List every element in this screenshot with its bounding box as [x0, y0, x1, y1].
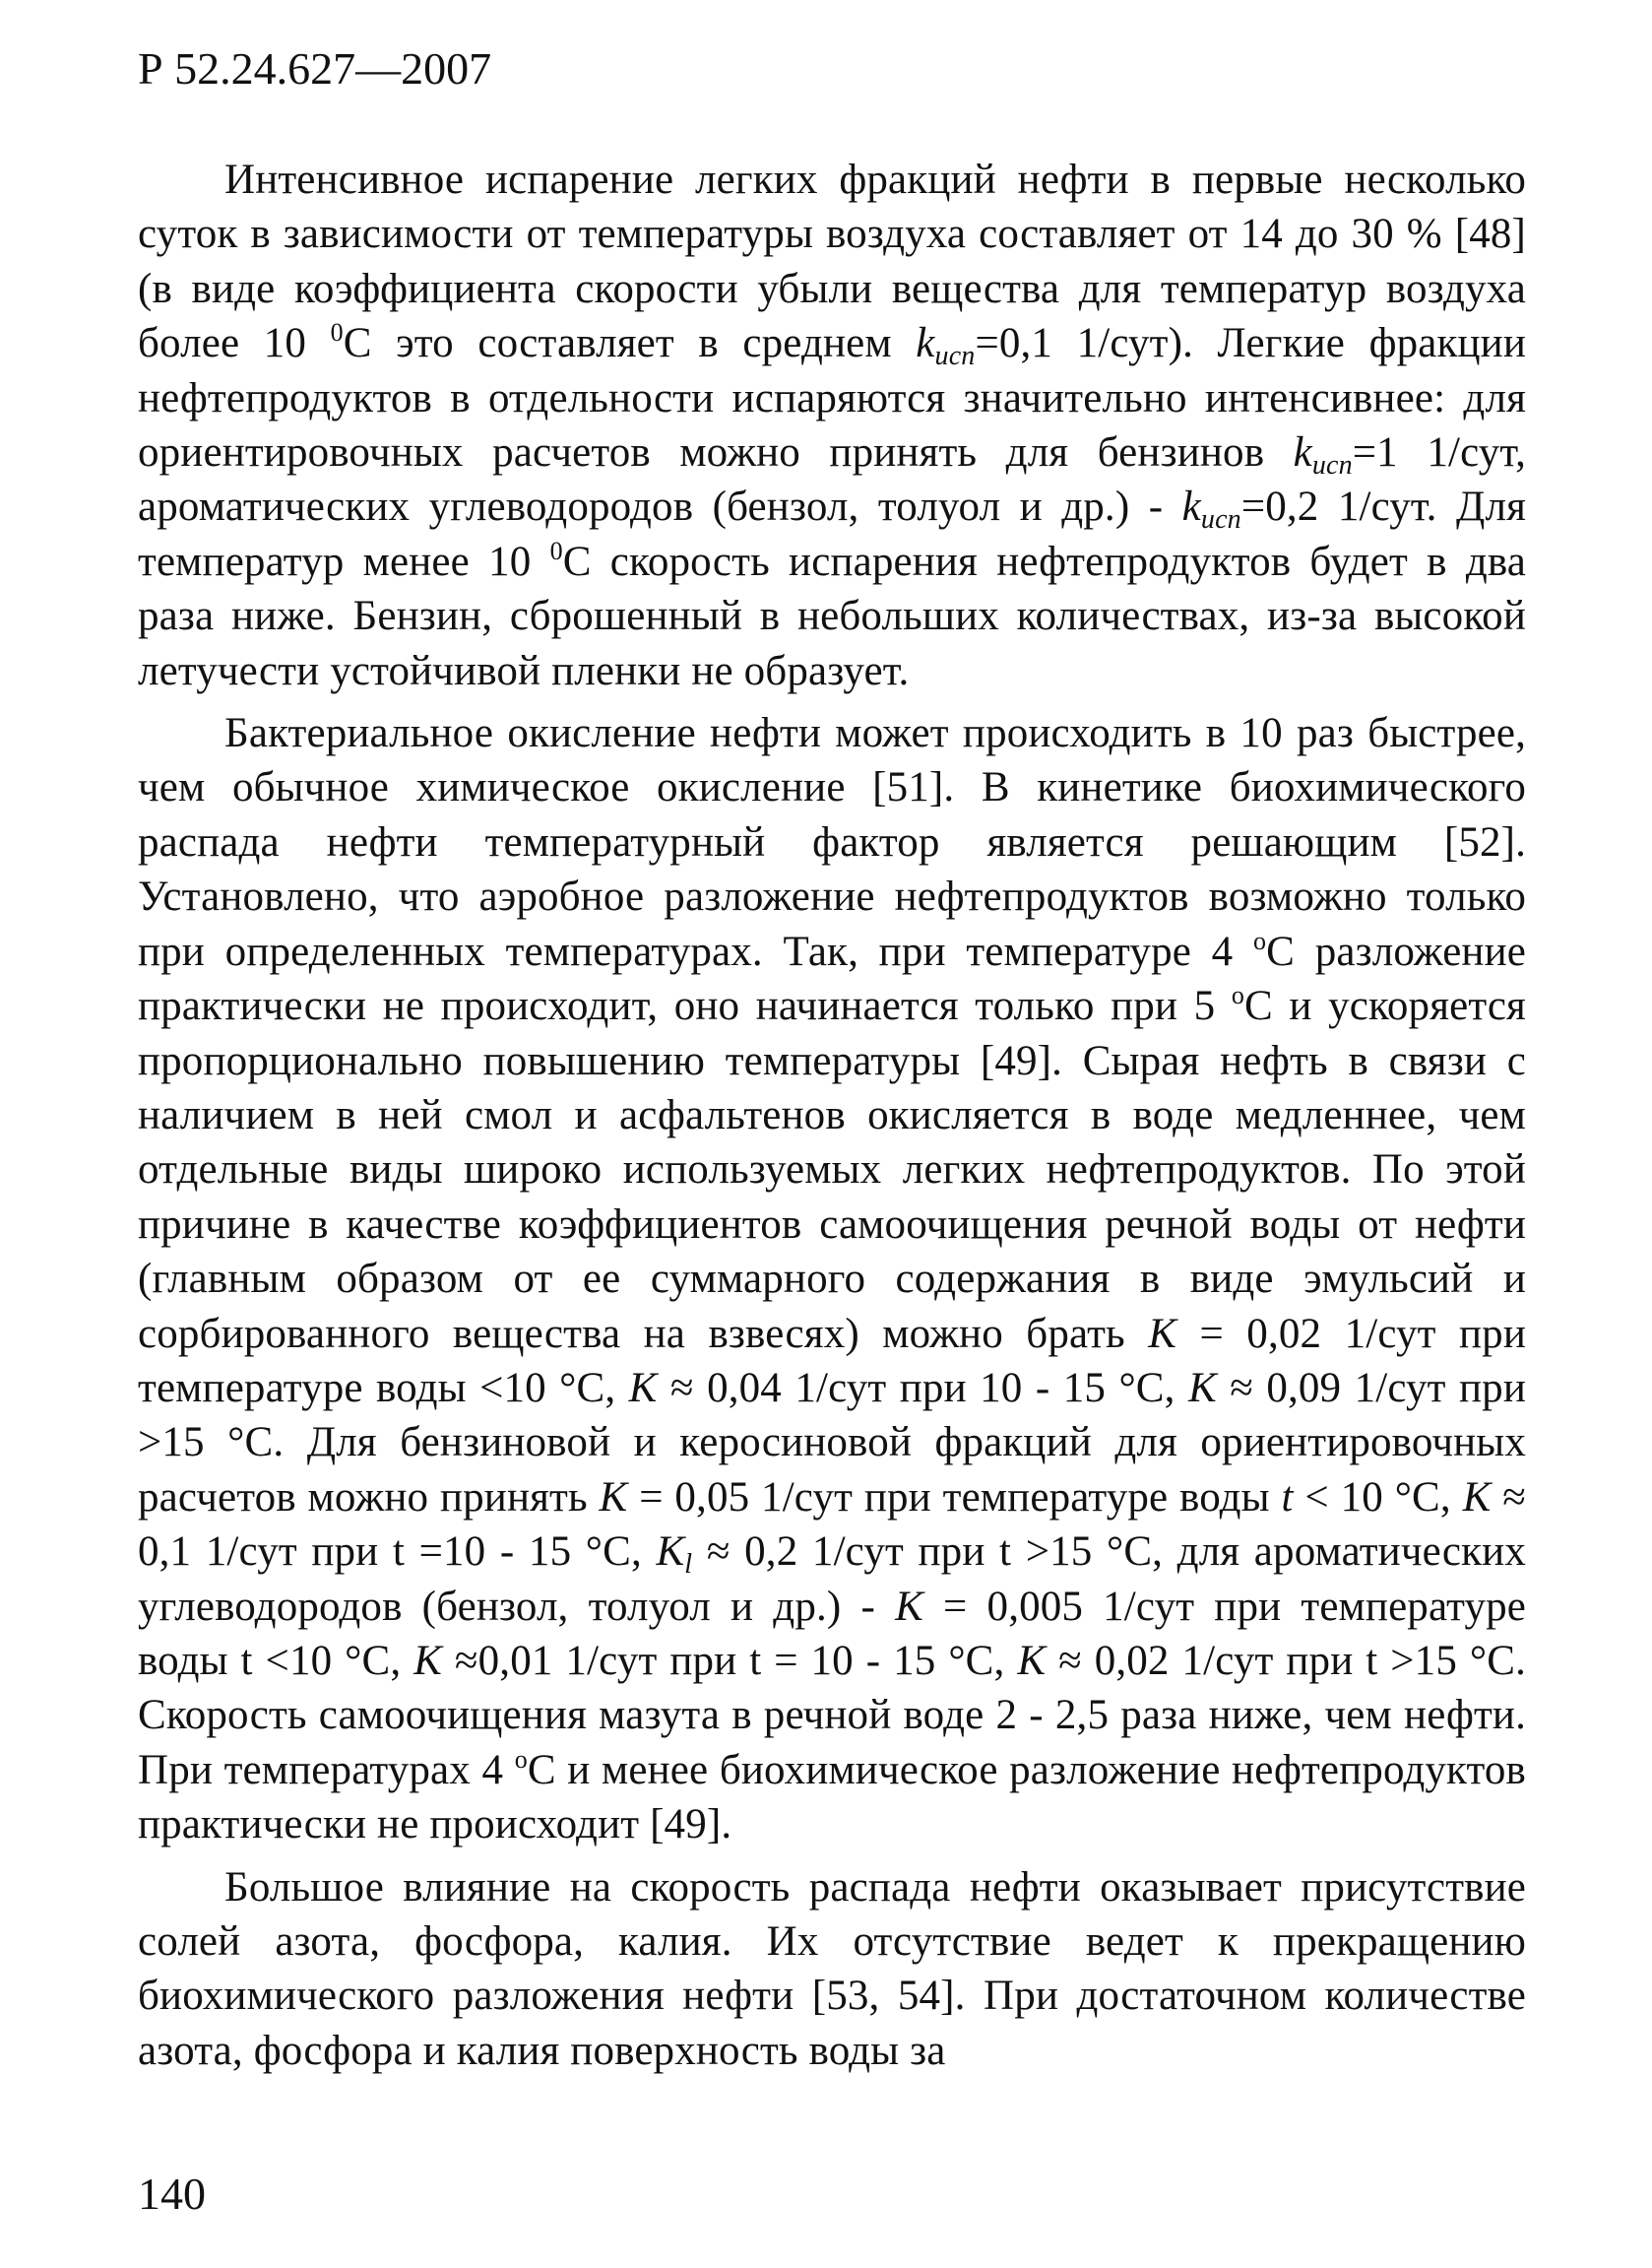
- body-text: [138, 153, 1526, 2086]
- coef-subscript: исп: [934, 341, 976, 372]
- coef-symbol: k: [1181, 484, 1201, 531]
- coef-symbol: K: [1148, 1310, 1177, 1357]
- coef-subscript: исп: [1311, 450, 1353, 482]
- coef-symbol: K: [628, 1364, 658, 1411]
- temperature-symbol: t: [1281, 1473, 1294, 1521]
- paragraph-nutrients: Большое влияние на скорость распада нефти оказывает присутствие солей азота, фосфора, калия. Их отсутствие ведет к прекращению биохимического разложения нефти [53, 54]. При достаточном количестве азота, фосфора и калия поверхность воды за: [138, 1863, 1526, 2074]
- paragraph-bacterial-oxidation: Бактериальное окисление нефти может происходить в 10 раз быстрее, чем обычное химическое окисление [51]. В кинетике биохимического распада нефти температурный фактор является решающим [52]. Установлено, что аэробное разложение нефтепродуктов возможно только при определенных температурах. Так, при температуре 4 $^о$С разложение практически не происходит, оно начинается только при 5 $^о$С и ускоряется пропорционально повышению температуры [49]. Сырая нефть в связи с наличием в ней смол и асфальтенов окисляется в воде медленнее, чем отдельные виды широко используемых легких нефтепродуктов. По этой причине в качестве коэффициентов самоочищения речной воды от нефти (главным образом от ее суммарного содержания в виде эмульсий и сорбированного вещества на взвесях) можно брать K = 0,02 1/сут при температуре воды <10 °С, K ≈ 0,04 1/сут при 10 - 15 °С, K ≈ 0,09 1/сут при >15 °С. Для бензиновой и керосиновой фракций для ориентировочных расчетов можно принять K = 0,05 1/сут при температуре воды t < 10 °С, K ≈ 0,1 1/сут при t =10 - 15 °С, $K_l \approx 0,2$ 1/сут при t >15 °С, для ароматических углеводородов (бензол, толуол и др.) - K = 0,005 1/сут при температуре воды t <10 °С, K ≈0,01 1/сут при t = 10 - 15 °С, K ≈ 0,02 1/сут при t >15 °С. Скорость самоочищения мазута в речной воде 2 - 2,5 раза ниже, чем нефти. При температурах 4 $^о$С и менее биохимическое разложение нефтепродуктов практически не происходит [49].: [138, 710, 1527, 1848]
- coef-symbol: k: [1293, 429, 1312, 477]
- degree-sign: о: [1253, 926, 1267, 955]
- coef-subscript: l: [684, 1549, 693, 1581]
- page-number: 140: [138, 2169, 206, 2219]
- degree-sign: о: [1231, 981, 1245, 1010]
- coef-symbol: K: [1187, 1364, 1217, 1411]
- degree-sign: 0: [549, 536, 563, 565]
- coef-symbol: K: [895, 1583, 923, 1630]
- coef-symbol: K: [656, 1528, 685, 1576]
- coef-symbol: k: [916, 320, 935, 367]
- coef-symbol: K: [413, 1637, 442, 1684]
- coef-symbol: K: [599, 1473, 628, 1521]
- degree-sign: о: [514, 1744, 528, 1774]
- coef-symbol: K: [1462, 1473, 1492, 1521]
- paragraph-evaporation: Интенсивное испарение легких фракций нефти в первые несколько суток в зависимости от температуры воздуха составляет от 14 до 30 % [48] (в виде коэффициента скорости убыли вещества для температур воздуха более 10 $^0$С это составляет в среднем $k_{исп}=0,1$ 1/сут). Легкие фракции нефтепродуктов в отдельности испаряются значительно интенсивнее: для ориентировочных расчетов можно принять для бензинов $k_{исп}=1$ 1/сут, ароматических углеводородов (бензол, толуол и $др.) - k_{исп}=0,2$ 1/сут. Для температур менее 10 $^0$С скорость испарения нефтепродуктов будет в два раза ниже. Бензин, сброшенный в небольших количествах, из-за высокой летучести устойчивой пленки не образует.: [138, 157, 1526, 694]
- degree-sign: 0: [330, 318, 344, 348]
- document-code: Р 52.24.627—2007: [138, 43, 492, 94]
- coef-symbol: K: [1017, 1637, 1047, 1684]
- coef-subscript: исп: [1200, 504, 1241, 536]
